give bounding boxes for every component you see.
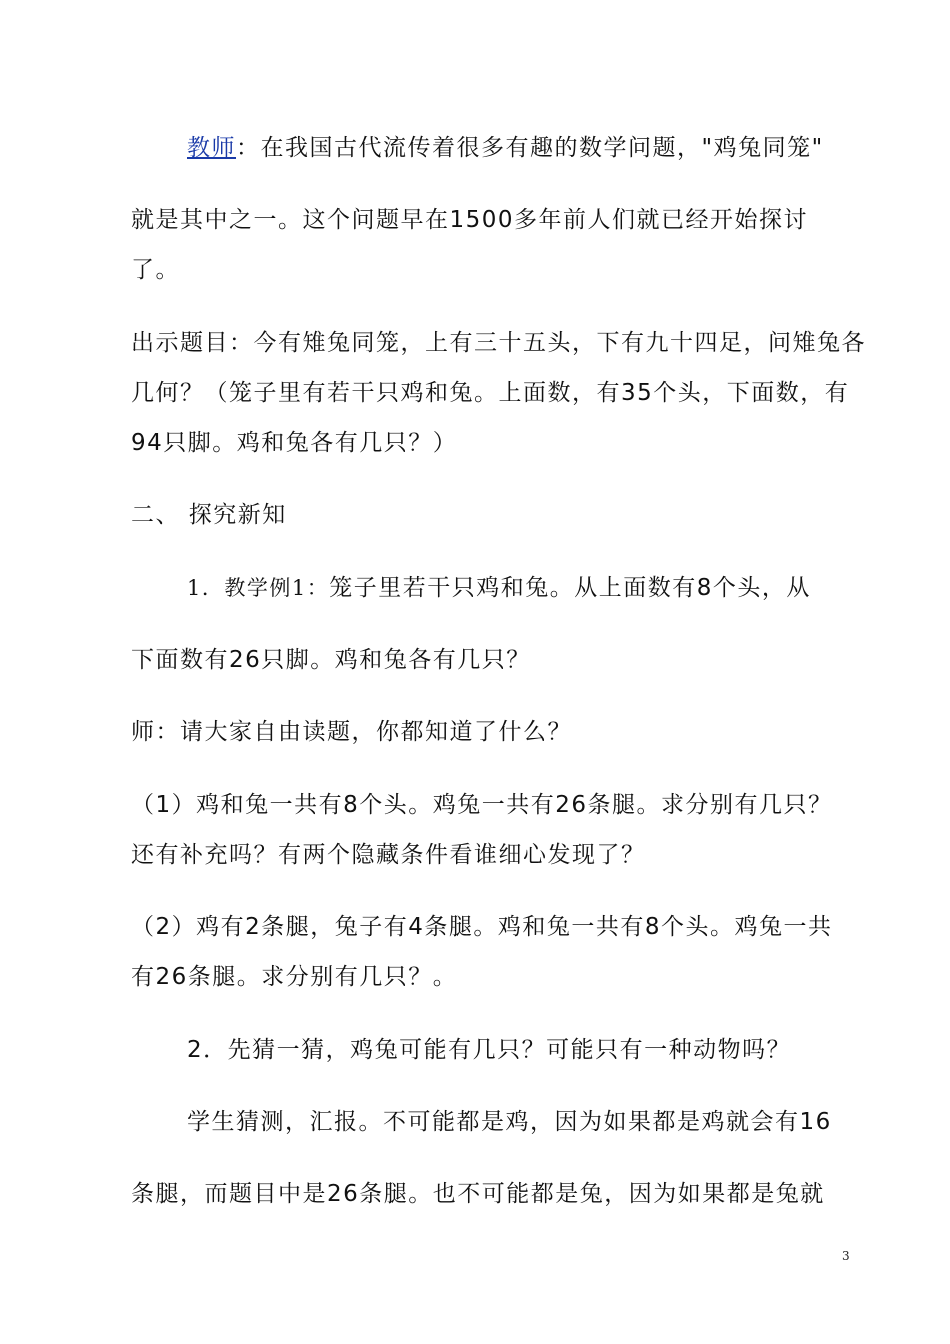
student-report-line-2: 条腿，而题目中是26条腿。也不可能都是兔，因为如果都是兔就 [131,1181,825,1207]
intro-line-1 [187,133,855,163]
problem-line-1: 出示题目：今有雉兔同笼，上有三十五头，下有九十四足，问雉兔各 [131,330,866,356]
example1-line-2: 下面数有26只脚。鸡和兔各有几只？ [131,647,531,673]
page-number: 3 [842,1249,850,1263]
point2-line-1: （2）鸡有2条腿，兔子有4条腿。鸡和兔一共有8个头。鸡兔一共 [131,914,833,940]
point1-line-2: 还有补充吗？有两个隐藏条件看谁细心发现了？ [131,842,646,868]
intro-line-1-text: ：在我国古代流传着很多有趣的数学问题，"鸡兔同笼" [236,135,824,161]
problem-line-2: 几何？（笼子里有若干只鸡和兔。上面数，有35个头，下面数，有 [131,380,850,406]
step2-line: 2．先猜一猜，鸡兔可能有几只？可能只有一种动物吗？ [187,1037,792,1063]
teacher-question: 师：请大家自由读题，你都知道了什么？ [131,719,572,745]
intro-line-2: 就是其中之一。这个问题早在1500多年前人们就已经开始探讨 [131,207,809,233]
section-heading: 二、 探究新知 [131,502,287,528]
example1-line-1-text: 笼子里若干只鸡和兔。从上面数有8个头，从 [329,575,811,601]
problem-line-3: 94只脚。鸡和兔各有几只？） [131,430,458,456]
example1-prefix: 1．教学例1： [187,576,330,600]
example1-line-1 [187,573,855,603]
student-report-line-1: 学生猜测，汇报。不可能都是鸡，因为如果都是鸡就会有16 [187,1109,832,1135]
point1-line-1: （1）鸡和兔一共有8个头。鸡兔一共有26条腿。求分别有几只？ [131,792,833,818]
teacher-speaker-link[interactable]: 教师 [187,135,236,161]
intro-line-3: 了。 [131,257,180,283]
point2-line-2: 有26条腿。求分别有几只？。 [131,964,458,990]
